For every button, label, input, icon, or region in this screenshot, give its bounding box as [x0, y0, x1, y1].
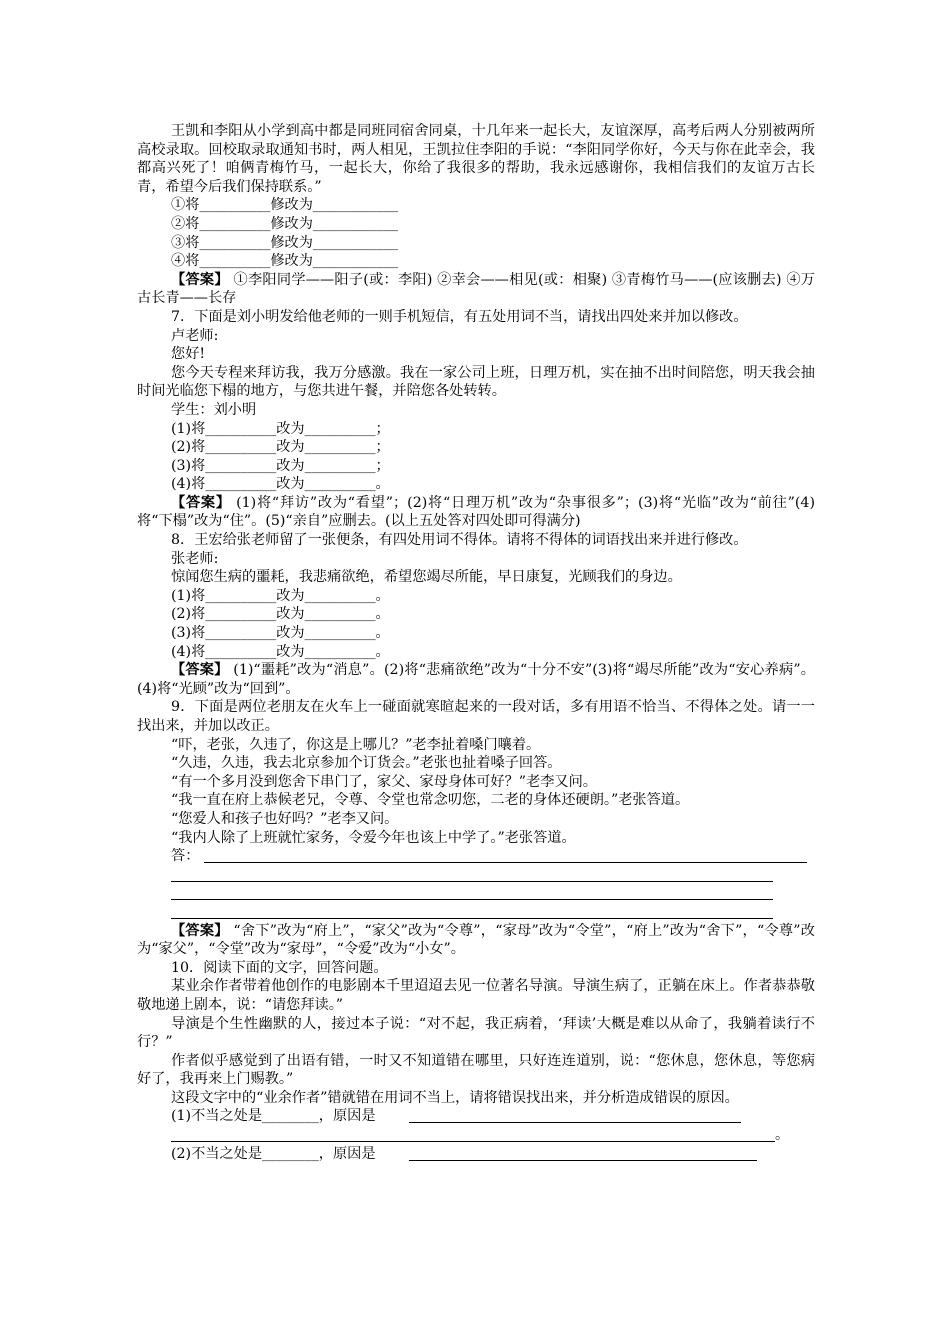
- q9-answer: [137, 922, 815, 959]
- q7-question: 7．下面是刘小明发给他老师的一则手机短信，有五处用词不当，请找出四处来并加以修改。: [171, 308, 748, 325]
- q8-fill-row: (4)将__________改为__________。: [171, 643, 390, 660]
- answer-underline: [204, 862, 807, 863]
- q8-answer: [137, 661, 815, 698]
- q8-fill-row: (2)将__________改为__________。: [171, 606, 390, 623]
- answer-underline: [409, 1122, 741, 1123]
- answer-text: (1)将“拜访”改为“看望”；(2)将“日理万机”改为“杂事很多”；(3)将“光临”改为“前往”(4)将“下榻”改为“住”。(5)“亲自”应删去。(以上五处答对四处即可得满分): [137, 494, 815, 530]
- q9-dialogue-line: “吓，老张，久违了，你这是上哪儿？”老李扯着嗓门嚷着。: [171, 736, 541, 753]
- answer-tag: 【答案】: [171, 271, 229, 288]
- answer-underline: [409, 1160, 757, 1161]
- q10-answer-row-2: [137, 1145, 815, 1164]
- q9-answer-line: [137, 903, 815, 922]
- q6-fill-row: ②将__________修改为____________: [171, 215, 399, 232]
- q9-dialogue-line: “有一个多月没到您舍下串门了，家父、家母身体可好？”老李又问。: [171, 773, 597, 790]
- q8-note-body: 惊闻您生病的噩耗，我悲痛欲绝，希望您竭尽所能，早日康复，光顾我们的身边。: [171, 569, 682, 586]
- q6-passage: 王凯和李阳从小学到高中都是同班同宿舍同桌，十几年来一起长大，友谊深厚，高考后两人分别被两所高校录取。回校取录取通知书时，两人相见，王凯拉住李阳的手说：“李阳同学你好，今天与你在此幸会，我都高兴死了！咱俩青梅竹马，一起长大，你给了我很多的帮助，我永远感谢你，我相信我们的友谊万古长青，希望今后我们保持联系。”: [137, 123, 815, 195]
- answer-underline: [171, 881, 773, 882]
- q9-answer-line: [137, 884, 815, 903]
- answer-underline: [171, 1141, 775, 1142]
- answer-text: (1)“噩耗”改为“消息”。(2)将“悲痛欲绝”改为“十分不安”(3)将“竭尽所能”改为“安心养病”。(4)将“光顾”改为“回到”。: [137, 662, 815, 697]
- answer-tag: 【答案】: [171, 922, 229, 939]
- q7-fill-row: (2)将__________改为__________；: [171, 439, 390, 456]
- q9-answer-prompt: 答：: [171, 848, 200, 865]
- q8-salutation: 张老师:: [171, 550, 219, 567]
- q10-paragraph: 导演是个生性幽默的人，接过本子说：“对不起，我正病着，‘拜读’大概是难以从命了，我躺着读行不行？”: [137, 1015, 815, 1051]
- q6-fill-row: ①将__________修改为____________: [171, 197, 399, 214]
- q7-greeting: 您好!: [171, 346, 206, 363]
- q7-answer: [137, 494, 815, 531]
- answer-tag: 【答案】: [171, 494, 231, 511]
- answer-text: “舍下”改为“府上”，“家父”改为“令尊”，“家母”改为“令堂”，“府上”改为“舍下”，“令尊”改为“家父”，“令堂”改为“家母”，“令爱”改为“小女”。: [137, 922, 815, 958]
- answer-text: ①李阳同学——阳子(或：李阳) ②幸会——相见(或：相聚) ③青梅竹马——(应该删去) ④万古长青——长存: [137, 271, 815, 307]
- document-page: [137, 122, 815, 1163]
- q7-fill-row: (4)将__________改为__________。: [171, 476, 390, 493]
- q8-question: 8．王宏给张老师留了一张便条，有四处用词不得体。请将不得体的词语找出来并进行修改。: [171, 532, 748, 549]
- q10-paragraph: 这段文字中的“业余作者”错就错在用词不当上，请将错误找出来，并分析造成错误的原因。: [171, 1089, 739, 1106]
- q10-paragraph: 作者似乎感觉到了出语有错，一时又不知道错在哪里，只好连连道别，说：“您休息，您休息，等您病好了，我再来上门赐教。”: [137, 1052, 815, 1088]
- answer-row-label: (1)不当之处是________，原因是: [171, 1108, 376, 1125]
- q8-fill-row: (1)将__________改为__________。: [171, 587, 390, 604]
- answer-underline: [171, 899, 773, 900]
- answer-row-label: (2)不当之处是________，原因是: [171, 1145, 376, 1162]
- q10-paragraph: 某业余作者带着他创作的电影剧本千里迢迢去见一位著名导演。导演生病了，正躺在床上。作者恭恭敬敬地递上剧本，说：“请您拜读。”: [137, 978, 815, 1013]
- q6-fill-row: ③将__________修改为____________: [171, 234, 399, 251]
- q9-dialogue-line: “我一直在府上恭候老兄，令尊、令堂也常念叨您，二老的身体还硬朗。”老张答道。: [171, 792, 690, 809]
- q9-question: 9．下面是两位老朋友在火车上一碰面就寒暄起来的一段对话，多有用语不恰当、不得体之处。请一一找出来，并加以改正。: [137, 699, 815, 734]
- q10-question: 10．阅读下面的文字，回答问题。: [171, 959, 388, 976]
- q7-fill-row: (1)将__________改为__________；: [171, 420, 390, 437]
- q9-answer-line: [137, 847, 815, 866]
- q6-fill-row: ④将__________修改为____________: [171, 253, 399, 270]
- q9-answer-line: [137, 866, 815, 885]
- q7-salutation: 卢老师:: [171, 327, 219, 344]
- answer-underline: [171, 918, 773, 919]
- q6-answer: [137, 271, 815, 308]
- q8-fill-row: (3)将__________改为__________。: [171, 625, 390, 642]
- q7-signature: 学生：刘小明: [171, 401, 257, 418]
- answer-row-end: 。: [775, 1127, 790, 1144]
- q7-message-body: 您今天专程来拜访我，我万分感激。我在一家公司上班，日理万机，实在抽不出时间陪您，明天我会抽时间光临您下榻的地方，与您共进午餐，并陪您各处转转。: [137, 364, 815, 400]
- q10-answer-row-1: [137, 1107, 815, 1126]
- q9-dialogue-line: “久违，久违，我去北京参加个订货会。”老张也扯着嗓子回答。: [171, 755, 562, 772]
- q10-answer-row-1-continued: [137, 1126, 815, 1145]
- q7-fill-row: (3)将__________改为__________；: [171, 457, 390, 474]
- q9-dialogue-line: “我内人除了上班就忙家务，令爱今年也该上中学了。”老张答道。: [171, 829, 576, 846]
- answer-tag: 【答案】: [171, 662, 229, 679]
- q9-dialogue-line: “您爱人和孩子也好吗？”老李又问。: [171, 810, 399, 827]
